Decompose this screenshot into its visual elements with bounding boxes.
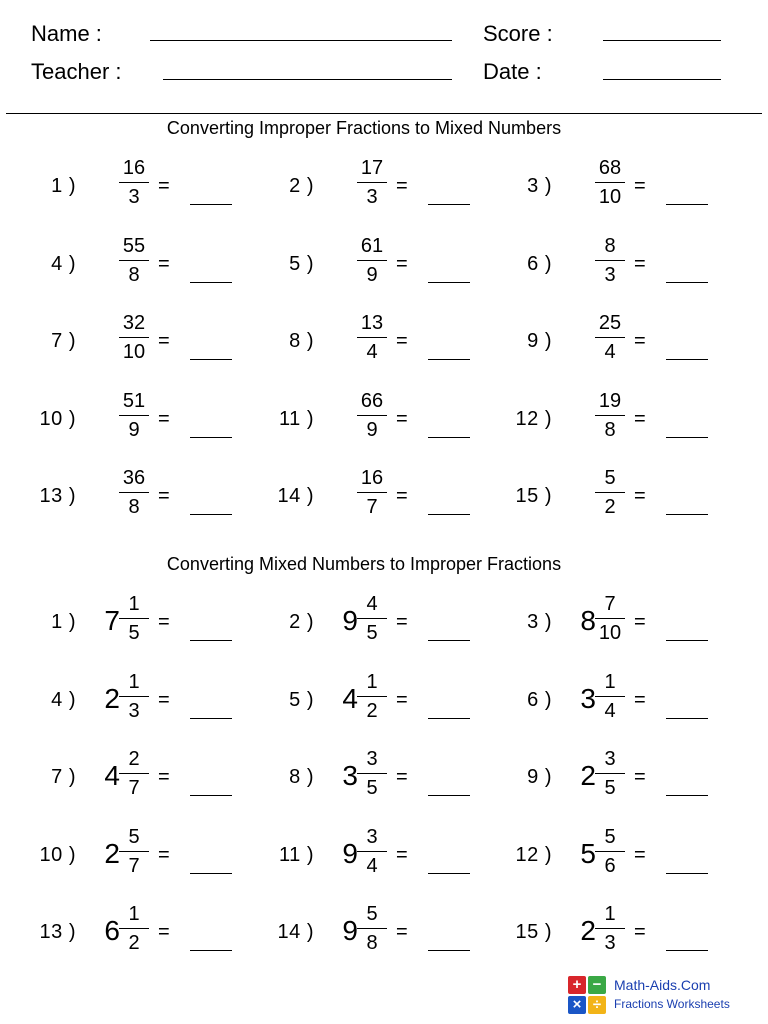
logo-site-name: Math-Aids.Com bbox=[614, 977, 711, 993]
denominator: 5 bbox=[604, 777, 616, 799]
problem bbox=[244, 902, 474, 962]
problem bbox=[6, 747, 236, 807]
equals-sign: = bbox=[396, 611, 408, 633]
equals-sign: = bbox=[396, 688, 408, 711]
problem-number: 8 ) bbox=[289, 330, 314, 352]
answer-blank[interactable] bbox=[190, 204, 232, 205]
denominator: 8 bbox=[366, 932, 378, 954]
equals-sign: = bbox=[634, 843, 646, 866]
fraction bbox=[588, 156, 632, 209]
fraction bbox=[350, 825, 394, 878]
denominator: 2 bbox=[604, 496, 616, 518]
problem bbox=[6, 592, 236, 652]
numerator: 3 bbox=[604, 748, 616, 770]
answer-blank[interactable] bbox=[428, 718, 470, 719]
denominator: 8 bbox=[604, 418, 616, 441]
numerator: 3 bbox=[366, 825, 378, 848]
times-icon: × bbox=[568, 996, 586, 1014]
denominator: 4 bbox=[366, 854, 378, 877]
numerator: 66 bbox=[360, 389, 384, 412]
denominator: 5 bbox=[366, 622, 378, 644]
numerator: 16 bbox=[360, 467, 384, 489]
numerator: 25 bbox=[598, 312, 622, 334]
answer-blank[interactable] bbox=[190, 359, 232, 360]
denominator: 9 bbox=[366, 263, 378, 286]
answer-blank[interactable] bbox=[428, 873, 470, 874]
fraction bbox=[350, 670, 394, 723]
date-label: Date : bbox=[483, 59, 542, 84]
numerator: 2 bbox=[128, 748, 140, 770]
numerator: 32 bbox=[122, 312, 146, 334]
numerator: 4 bbox=[366, 593, 378, 615]
section1-title: Converting Improper Fractions to Mixed Numbers bbox=[166, 118, 562, 138]
whole-number: 5 bbox=[580, 837, 596, 869]
problem bbox=[482, 466, 712, 526]
equals-sign: = bbox=[396, 252, 408, 275]
answer-blank[interactable] bbox=[428, 514, 470, 515]
equals-sign: = bbox=[396, 485, 408, 507]
answer-blank[interactable] bbox=[190, 437, 232, 438]
whole-number: 9 bbox=[342, 837, 358, 869]
whole-number: 4 bbox=[104, 760, 120, 791]
equals-sign: = bbox=[158, 175, 170, 197]
equals-sign: = bbox=[634, 175, 646, 197]
problem bbox=[244, 592, 474, 652]
equals-sign: = bbox=[634, 688, 646, 711]
fraction bbox=[112, 156, 156, 209]
problem bbox=[482, 825, 712, 885]
problem-number: 10 ) bbox=[39, 843, 76, 866]
denominator: 7 bbox=[366, 496, 378, 518]
problem bbox=[6, 234, 236, 294]
numerator: 19 bbox=[598, 389, 622, 412]
problem-number: 14 ) bbox=[277, 485, 314, 507]
answer-blank[interactable] bbox=[666, 950, 708, 951]
denominator: 10 bbox=[598, 622, 622, 644]
problem bbox=[6, 156, 236, 216]
denominator: 2 bbox=[128, 932, 140, 954]
numerator: 1 bbox=[128, 903, 140, 925]
denominator: 9 bbox=[128, 418, 140, 441]
problem-number: 12 ) bbox=[515, 407, 552, 430]
minus-icon: − bbox=[588, 976, 606, 994]
whole-number: 9 bbox=[342, 915, 358, 946]
problem bbox=[482, 670, 712, 730]
problem bbox=[6, 825, 236, 885]
denominator: 10 bbox=[122, 341, 146, 363]
problem bbox=[244, 234, 474, 294]
denominator: 3 bbox=[604, 263, 616, 286]
problem-number: 3 ) bbox=[527, 611, 552, 633]
fraction bbox=[588, 825, 632, 878]
answer-blank[interactable] bbox=[666, 437, 708, 438]
fraction bbox=[588, 389, 632, 442]
answer-blank[interactable] bbox=[428, 282, 470, 283]
denominator: 3 bbox=[128, 186, 140, 208]
numerator: 1 bbox=[604, 670, 616, 693]
problem bbox=[244, 825, 474, 885]
equals-sign: = bbox=[158, 688, 170, 711]
numerator: 13 bbox=[360, 312, 384, 334]
fraction bbox=[588, 902, 632, 955]
denominator: 4 bbox=[604, 341, 616, 363]
whole-number: 3 bbox=[342, 760, 358, 791]
whole-number: 2 bbox=[104, 837, 120, 869]
math-aids-logo bbox=[568, 976, 748, 1016]
section2-title: Converting Mixed Numbers to Improper Fractions bbox=[166, 554, 562, 574]
name-label: Name : bbox=[31, 21, 102, 46]
numerator: 8 bbox=[604, 234, 616, 257]
numerator: 5 bbox=[604, 825, 616, 848]
equals-sign: = bbox=[634, 766, 646, 788]
equals-sign: = bbox=[158, 843, 170, 866]
numerator: 36 bbox=[122, 467, 146, 489]
answer-blank[interactable] bbox=[666, 873, 708, 874]
equals-sign: = bbox=[634, 407, 646, 430]
numerator: 16 bbox=[122, 157, 146, 179]
problem-number: 13 ) bbox=[39, 921, 76, 943]
numerator: 5 bbox=[604, 467, 616, 489]
fraction bbox=[350, 234, 394, 287]
whole-number: 4 bbox=[342, 682, 358, 714]
equals-sign: = bbox=[634, 921, 646, 943]
problem-number: 2 ) bbox=[289, 611, 314, 633]
denominator: 7 bbox=[128, 777, 140, 799]
problem-number: 4 ) bbox=[51, 252, 76, 275]
divide-icon: ÷ bbox=[588, 996, 606, 1014]
whole-number: 2 bbox=[580, 760, 596, 791]
teacher-label: Teacher : bbox=[31, 59, 122, 84]
equals-sign: = bbox=[158, 485, 170, 507]
denominator: 4 bbox=[604, 699, 616, 722]
numerator: 61 bbox=[360, 234, 384, 257]
denominator: 8 bbox=[128, 496, 140, 518]
problem bbox=[244, 747, 474, 807]
problem-number: 1 ) bbox=[51, 175, 76, 197]
numerator: 1 bbox=[604, 903, 616, 925]
problem bbox=[482, 234, 712, 294]
whole-number: 3 bbox=[580, 682, 596, 714]
whole-number: 2 bbox=[580, 915, 596, 946]
problem bbox=[482, 902, 712, 962]
whole-number: 2 bbox=[104, 682, 120, 714]
answer-blank[interactable] bbox=[190, 950, 232, 951]
numerator: 7 bbox=[604, 593, 616, 615]
whole-number: 6 bbox=[104, 915, 120, 946]
answer-blank[interactable] bbox=[190, 795, 232, 796]
fraction bbox=[350, 466, 394, 519]
numerator: 1 bbox=[128, 670, 140, 693]
equals-sign: = bbox=[158, 252, 170, 275]
problem-number: 1 ) bbox=[51, 611, 76, 633]
answer-blank[interactable] bbox=[666, 514, 708, 515]
fraction bbox=[588, 234, 632, 287]
answer-blank[interactable] bbox=[666, 359, 708, 360]
whole-number: 7 bbox=[104, 605, 120, 636]
fraction bbox=[588, 670, 632, 723]
name-field[interactable] bbox=[150, 40, 452, 41]
problem-number: 7 ) bbox=[51, 766, 76, 788]
equals-sign: = bbox=[158, 330, 170, 352]
fraction bbox=[112, 902, 156, 955]
fraction bbox=[112, 747, 156, 800]
problem-number: 8 ) bbox=[289, 766, 314, 788]
problem-number: 9 ) bbox=[527, 330, 552, 352]
answer-blank[interactable] bbox=[190, 282, 232, 283]
whole-number: 9 bbox=[342, 605, 358, 636]
fraction bbox=[350, 592, 394, 645]
fraction bbox=[588, 747, 632, 800]
equals-sign: = bbox=[158, 611, 170, 633]
denominator: 3 bbox=[128, 699, 140, 722]
equals-sign: = bbox=[634, 485, 646, 507]
answer-blank[interactable] bbox=[428, 795, 470, 796]
fraction bbox=[588, 592, 632, 645]
problem-number: 4 ) bbox=[51, 688, 76, 711]
problem bbox=[6, 902, 236, 962]
denominator: 8 bbox=[128, 263, 140, 286]
fraction bbox=[112, 592, 156, 645]
fraction bbox=[112, 234, 156, 287]
answer-blank[interactable] bbox=[428, 359, 470, 360]
fraction bbox=[350, 389, 394, 442]
answer-blank[interactable] bbox=[190, 873, 232, 874]
problem-number: 14 ) bbox=[277, 921, 314, 943]
score-field[interactable] bbox=[603, 40, 721, 41]
equals-sign: = bbox=[634, 330, 646, 352]
denominator: 3 bbox=[604, 932, 616, 954]
answer-blank[interactable] bbox=[666, 640, 708, 641]
denominator: 10 bbox=[598, 186, 622, 208]
answer-blank[interactable] bbox=[428, 950, 470, 951]
equals-sign: = bbox=[158, 407, 170, 430]
denominator: 5 bbox=[366, 777, 378, 799]
numerator: 5 bbox=[128, 825, 140, 848]
answer-blank[interactable] bbox=[428, 640, 470, 641]
equals-sign: = bbox=[396, 330, 408, 352]
numerator: 51 bbox=[122, 389, 146, 412]
problem bbox=[482, 592, 712, 652]
equals-sign: = bbox=[396, 921, 408, 943]
numerator: 55 bbox=[122, 234, 146, 257]
fraction bbox=[112, 466, 156, 519]
answer-blank[interactable] bbox=[666, 282, 708, 283]
problem bbox=[244, 670, 474, 730]
teacher-field[interactable] bbox=[163, 79, 452, 80]
problem-number: 10 ) bbox=[39, 407, 76, 430]
problem-number: 12 ) bbox=[515, 843, 552, 866]
problem-number: 5 ) bbox=[289, 252, 314, 275]
problem-number: 11 ) bbox=[279, 843, 314, 866]
answer-blank[interactable] bbox=[428, 437, 470, 438]
plus-icon: + bbox=[568, 976, 586, 994]
numerator: 3 bbox=[366, 748, 378, 770]
math-symbols-icon bbox=[568, 976, 606, 1014]
problem-number: 2 ) bbox=[289, 175, 314, 197]
problem bbox=[244, 156, 474, 216]
score-label: Score : bbox=[483, 21, 553, 46]
problem-number: 15 ) bbox=[515, 485, 552, 507]
logo-subtitle: Fractions Worksheets bbox=[614, 997, 730, 1011]
denominator: 9 bbox=[366, 418, 378, 441]
fraction bbox=[588, 466, 632, 519]
numerator: 17 bbox=[360, 157, 384, 179]
equals-sign: = bbox=[396, 843, 408, 866]
fraction bbox=[350, 156, 394, 209]
answer-blank[interactable] bbox=[190, 718, 232, 719]
problem bbox=[482, 747, 712, 807]
problem-number: 7 ) bbox=[51, 330, 76, 352]
numerator: 68 bbox=[598, 157, 622, 179]
problem-number: 5 ) bbox=[289, 688, 314, 711]
fraction bbox=[112, 389, 156, 442]
problem bbox=[6, 389, 236, 449]
problem-number: 9 ) bbox=[527, 766, 552, 788]
problem-number: 3 ) bbox=[527, 175, 552, 197]
fraction bbox=[588, 311, 632, 364]
equals-sign: = bbox=[158, 766, 170, 788]
problem bbox=[6, 466, 236, 526]
numerator: 5 bbox=[366, 903, 378, 925]
problem-number: 6 ) bbox=[527, 688, 552, 711]
equals-sign: = bbox=[634, 252, 646, 275]
fraction bbox=[350, 311, 394, 364]
problem-number: 15 ) bbox=[515, 921, 552, 943]
denominator: 5 bbox=[128, 622, 140, 644]
fraction bbox=[350, 747, 394, 800]
denominator: 2 bbox=[366, 699, 378, 722]
denominator: 4 bbox=[366, 341, 378, 363]
header-divider bbox=[6, 113, 762, 114]
problem bbox=[6, 311, 236, 371]
denominator: 6 bbox=[604, 854, 616, 877]
answer-blank[interactable] bbox=[666, 795, 708, 796]
problem bbox=[6, 670, 236, 730]
denominator: 7 bbox=[128, 854, 140, 877]
answer-blank[interactable] bbox=[190, 640, 232, 641]
equals-sign: = bbox=[634, 611, 646, 633]
denominator: 3 bbox=[366, 186, 378, 208]
numerator: 1 bbox=[128, 593, 140, 615]
problem bbox=[482, 156, 712, 216]
answer-blank[interactable] bbox=[428, 204, 470, 205]
numerator: 1 bbox=[366, 670, 378, 693]
answer-blank[interactable] bbox=[666, 718, 708, 719]
problem bbox=[482, 311, 712, 371]
problem bbox=[244, 389, 474, 449]
answer-blank[interactable] bbox=[666, 204, 708, 205]
equals-sign: = bbox=[158, 921, 170, 943]
fraction bbox=[112, 311, 156, 364]
fraction bbox=[112, 670, 156, 723]
equals-sign: = bbox=[396, 766, 408, 788]
date-field[interactable] bbox=[603, 79, 721, 80]
problem-number: 11 ) bbox=[279, 407, 314, 430]
answer-blank[interactable] bbox=[190, 514, 232, 515]
problem bbox=[482, 389, 712, 449]
equals-sign: = bbox=[396, 175, 408, 197]
problem-number: 6 ) bbox=[527, 252, 552, 275]
fraction bbox=[112, 825, 156, 878]
problem-number: 13 ) bbox=[39, 485, 76, 507]
whole-number: 8 bbox=[580, 605, 596, 636]
equals-sign: = bbox=[396, 407, 408, 430]
fraction bbox=[350, 902, 394, 955]
problem bbox=[244, 311, 474, 371]
problem bbox=[244, 466, 474, 526]
